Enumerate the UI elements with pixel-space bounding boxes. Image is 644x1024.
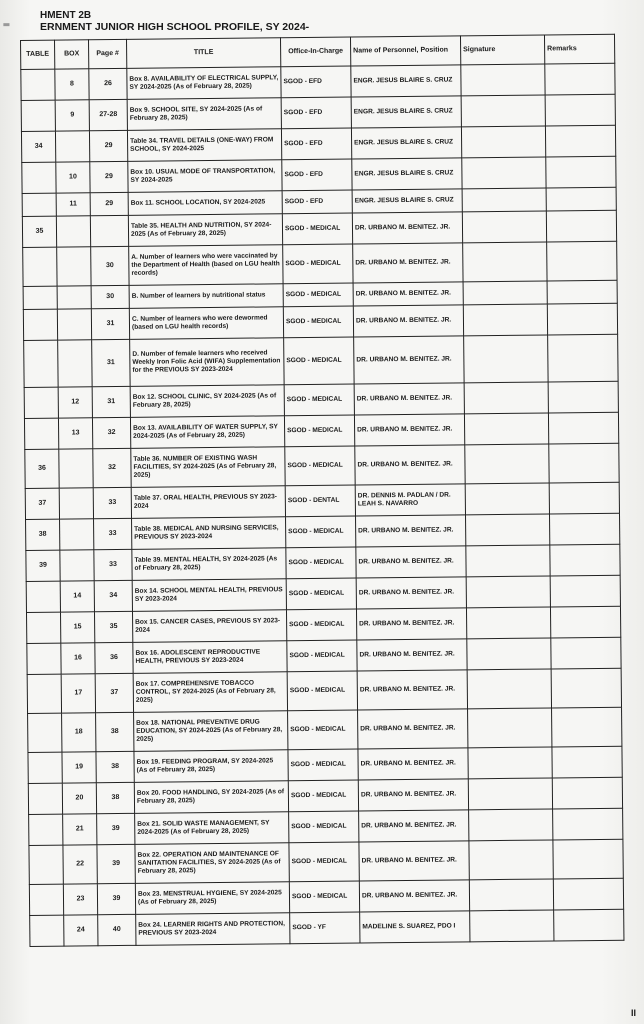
cell-table <box>28 783 62 814</box>
cell-table <box>23 247 57 286</box>
table-body <box>21 63 624 946</box>
cell-box: 12 <box>58 387 92 418</box>
cell-table: 35 <box>22 216 56 247</box>
cell-office: SGOD - MEDICAL <box>287 671 357 711</box>
cell-remarks <box>549 482 619 514</box>
cell-remarks <box>547 303 617 335</box>
cell-personnel: DR. URBANO M. BENITEZ. JR. <box>356 546 466 578</box>
page-mark: II <box>630 1008 636 1018</box>
cell-title: Box 21. SOLID WASTE MANAGEMENT, SY 2024-2025 (As of February 28, 2025) <box>135 812 289 845</box>
col-header-title: TITLE <box>126 38 280 69</box>
cell-personnel: ENGR. JESUS BLAIRE S. CRUZ <box>352 158 462 190</box>
cell-table <box>29 814 63 845</box>
cell-title: Box 9. SCHOOL SITE, SY 2024-2025 (As of February 28, 2025) <box>127 98 281 131</box>
cell-box: 10 <box>56 162 90 193</box>
cell-page: 38 <box>96 712 134 751</box>
cell-remarks <box>545 94 615 126</box>
cell-page: 34 <box>94 580 132 611</box>
cell-signature <box>468 747 552 779</box>
cell-office: SGOD - MEDICAL <box>289 881 359 913</box>
cell-signature <box>467 669 551 709</box>
cell-remarks <box>546 210 616 242</box>
cell-personnel: DR. URBANO M. BENITEZ. JR. <box>353 282 463 306</box>
cell-title: Table 35. HEALTH AND NUTRITION, SY 2024-2025 (As of February 28, 2025) <box>128 214 282 247</box>
cell-title: B. Number of learners by nutritional status <box>129 284 283 309</box>
cell-page: 30 <box>91 285 129 308</box>
cell-box: 24 <box>64 915 98 946</box>
cell-box: 15 <box>60 612 94 643</box>
cell-title: Box 18. NATIONAL PREVENTIVE DRUG EDUCATION, SY 2024-2025 (As of February 28, 2025) <box>134 711 288 752</box>
cell-box: 9 <box>55 100 89 131</box>
cell-personnel: DR. URBANO M. BENITEZ. JR. <box>356 608 466 640</box>
cell-signature <box>464 413 548 445</box>
cell-office: SGOD - MEDICAL <box>283 244 353 284</box>
cell-signature <box>468 708 552 748</box>
table-row <box>25 443 619 488</box>
cell-table: 37 <box>25 488 59 519</box>
document-title: ERNMENT JUNIOR HIGH SCHOOL PROFILE, SY 2024- <box>40 21 310 33</box>
cell-title: Box 17. COMPREHENSIVE TOBACCO CONTROL, SY 2024-2025 (As of February 28, 2025) <box>133 672 287 713</box>
cell-box <box>57 309 91 340</box>
cell-personnel: DR. URBANO M. BENITEZ. JR. <box>356 577 466 609</box>
cell-office: SGOD - MEDICAL <box>289 842 359 882</box>
cell-box: 21 <box>63 814 97 845</box>
cell-personnel: DR. URBANO M. BENITEZ. JR. <box>359 880 469 912</box>
cell-box: 19 <box>62 752 96 783</box>
cell-signature <box>463 242 547 282</box>
cell-remarks <box>553 878 623 910</box>
cell-remarks <box>552 707 622 747</box>
cell-title: Box 10. USUAL MODE OF TRANSPORTATION, SY 2024-2025 <box>128 160 282 193</box>
cell-office: SGOD - MEDICAL <box>284 384 354 416</box>
cell-title: Box 20. FOOD HANDLING, SY 2024-2025 (As of February 28, 2025) <box>134 781 288 814</box>
cell-remarks <box>548 381 618 413</box>
cell-personnel: DR. URBANO M. BENITEZ. JR. <box>357 639 467 671</box>
cell-remarks <box>553 839 623 879</box>
cell-office: SGOD - MEDICAL <box>283 283 353 307</box>
cell-personnel: DR. URBANO M. BENITEZ. JR. <box>352 212 462 244</box>
cell-office: SGOD - MEDICAL <box>286 578 356 610</box>
cell-page: 39 <box>97 844 135 883</box>
cell-title: Box 13. AVAILABILITY OF WATER SUPPLY, SY 2024-2025 (As of February 28, 2025) <box>130 416 284 449</box>
table-row <box>30 909 624 946</box>
cell-signature <box>464 382 548 414</box>
cell-box: 22 <box>63 845 97 884</box>
cell-signature <box>465 444 549 484</box>
cell-page: 37 <box>95 673 133 712</box>
cell-table <box>26 612 60 643</box>
col-header-page: Page # <box>89 39 127 68</box>
cell-signature <box>462 188 546 212</box>
cell-office: SGOD - MEDICAL <box>288 780 358 812</box>
cell-table <box>24 418 58 449</box>
cell-office: SGOD - MEDICAL <box>286 609 356 641</box>
cell-office: SGOD - YF <box>290 912 360 944</box>
cell-page: 32 <box>93 448 131 487</box>
cell-table <box>27 643 61 674</box>
cell-table <box>27 674 61 713</box>
col-header-remarks: Remarks <box>544 34 614 64</box>
col-header-table: TABLE <box>21 40 55 69</box>
cell-table <box>24 340 58 387</box>
cell-personnel: DR. URBANO M. BENITEZ. JR. <box>354 414 464 446</box>
cell-signature <box>466 576 550 608</box>
cell-signature <box>463 304 547 336</box>
cell-office: SGOD - MEDICAL <box>288 710 358 750</box>
cell-personnel: DR. DENNIS M. PADLAN / DR. LEAH S. NAVARRO <box>355 484 465 516</box>
cell-remarks <box>550 544 620 576</box>
cell-remarks <box>546 187 616 211</box>
cell-table <box>22 193 56 216</box>
cell-page: 40 <box>98 914 136 945</box>
cell-title: A. Number of learners who were vaccinated by the Department of Health (based on LGU health records) <box>129 245 283 286</box>
cell-table <box>23 286 57 309</box>
col-header-signature: Signature <box>460 35 544 65</box>
cell-box <box>60 550 94 581</box>
cell-title: Table 34. TRAVEL DETAILS (ONE-WAY) FROM SCHOOL, SY 2024-2025 <box>127 129 281 162</box>
cell-remarks <box>545 125 615 157</box>
cell-title: Box 16. ADOLESCENT REPRODUCTIVE HEALTH, PREVIOUS SY 2023-2024 <box>133 641 287 674</box>
cell-remarks <box>552 746 622 778</box>
cell-page: 31 <box>92 386 130 417</box>
table-row <box>29 839 623 884</box>
cell-office: SGOD - MEDICAL <box>285 446 355 486</box>
cell-personnel: DR. URBANO M. BENITEZ. JR. <box>354 383 464 415</box>
cell-page: 29 <box>90 161 128 192</box>
cell-page: 29 <box>90 192 128 215</box>
cell-page <box>90 215 128 246</box>
cell-page: 33 <box>93 487 131 518</box>
cell-box <box>57 247 91 286</box>
cell-page: 30 <box>91 246 129 285</box>
cell-remarks <box>552 777 622 809</box>
cell-title: Box 14. SCHOOL MENTAL HEALTH, PREVIOUS SY 2023-2024 <box>132 579 286 612</box>
col-header-office: Office-In-Charge <box>280 37 350 67</box>
cell-remarks <box>554 909 624 941</box>
cell-personnel: DR. URBANO M. BENITEZ. JR. <box>358 709 468 749</box>
cell-signature <box>469 879 553 911</box>
cell-office: SGOD - MEDICAL <box>289 811 359 843</box>
cell-title: D. Number of female learners who received Weekly Iron Folic Acid (WIFA) Supplementation for the PREVIOUS SY 2023-2024 <box>130 338 284 387</box>
cell-title: Box 15. CANCER CASES, PREVIOUS SY 2023-2024 <box>132 610 286 643</box>
cell-table <box>24 387 58 418</box>
cell-personnel: ENGR. JESUS BLAIRE S. CRUZ <box>351 96 461 128</box>
cell-remarks <box>547 280 617 304</box>
col-header-box: BOX <box>55 40 89 69</box>
cell-remarks <box>549 443 619 483</box>
cell-personnel: MADELINE S. SUAREZ, PDO I <box>360 911 470 943</box>
cell-box: 14 <box>60 581 94 612</box>
cell-box: 20 <box>62 783 96 814</box>
cell-remarks <box>551 668 621 708</box>
cell-box <box>56 216 90 247</box>
cell-remarks <box>549 513 619 545</box>
cell-office: SGOD - MEDICAL <box>286 516 356 548</box>
cell-page: 31 <box>92 339 130 386</box>
cell-page: 38 <box>96 782 134 813</box>
cell-page: 31 <box>91 308 129 339</box>
cell-office: SGOD - EFD <box>281 128 351 160</box>
cell-office: SGOD - MEDICAL <box>286 547 356 579</box>
cell-box: 18 <box>62 713 96 752</box>
cell-table <box>21 100 55 131</box>
cell-personnel: DR. URBANO M. BENITEZ. JR. <box>358 748 468 780</box>
cell-box <box>60 519 94 550</box>
table-row <box>28 707 622 752</box>
cell-personnel: DR. URBANO M. BENITEZ. JR. <box>354 336 464 384</box>
cell-office: SGOD - MEDICAL <box>288 749 358 781</box>
cell-page: 36 <box>95 642 133 673</box>
cell-table <box>28 713 62 752</box>
cell-remarks <box>553 808 623 840</box>
cell-signature <box>461 64 545 96</box>
cell-remarks <box>551 637 621 669</box>
cell-table <box>29 884 63 915</box>
cell-box: 17 <box>61 674 95 713</box>
cell-title: Table 37. ORAL HEALTH, PREVIOUS SY 2023-2024 <box>131 486 285 519</box>
col-header-personnel: Name of Personnel, Position <box>350 36 460 66</box>
cell-box <box>59 449 93 488</box>
cell-page: 38 <box>96 751 134 782</box>
cell-signature <box>463 281 547 305</box>
cell-title: C. Number of learners who were dewormed (based on LGU health records) <box>129 307 283 340</box>
cell-page: 27-28 <box>89 99 127 130</box>
cell-signature <box>470 910 554 942</box>
cell-page: 33 <box>94 549 132 580</box>
cell-signature <box>462 157 546 189</box>
cell-box: 11 <box>56 193 90 216</box>
cell-remarks <box>546 156 616 188</box>
cell-box <box>58 340 92 387</box>
cell-personnel: ENGR. JESUS BLAIRE S. CRUZ <box>352 189 462 213</box>
cell-page: 26 <box>89 68 127 99</box>
cell-office: SGOD - MEDICAL <box>283 306 353 338</box>
cell-box: 8 <box>55 69 89 100</box>
cell-office: SGOD - MEDICAL <box>284 337 354 385</box>
cell-page: 39 <box>97 813 135 844</box>
cell-office: SGOD - EFD <box>281 97 351 129</box>
cell-page: 39 <box>97 883 135 914</box>
cell-title: Box 23. MENSTRUAL HYGIENE, SY 2024-2025 (As of February 28, 2025) <box>135 882 289 915</box>
cell-personnel: DR. URBANO M. BENITEZ. JR. <box>353 305 463 337</box>
cell-office: SGOD - MEDICAL <box>282 213 352 245</box>
cell-signature <box>466 607 550 639</box>
cell-box: 16 <box>61 643 95 674</box>
cell-signature <box>465 514 549 546</box>
cell-personnel: DR. URBANO M. BENITEZ. JR. <box>359 841 469 881</box>
cell-table <box>30 915 64 946</box>
cell-title: Box 12. SCHOOL CLINIC, SY 2024-2025 (As of February 28, 2025) <box>130 385 284 418</box>
cell-box: 23 <box>63 884 97 915</box>
cell-office: SGOD - DENTAL <box>285 485 355 517</box>
cell-signature <box>466 545 550 577</box>
cell-signature <box>461 126 545 158</box>
cell-box: 13 <box>58 418 92 449</box>
attachment-label: HMENT 2B <box>40 10 92 21</box>
cell-personnel: ENGR. JESUS BLAIRE S. CRUZ <box>351 65 461 97</box>
cell-remarks <box>548 412 618 444</box>
cell-remarks <box>550 575 620 607</box>
cell-box <box>55 131 89 162</box>
cell-table: 36 <box>25 449 59 488</box>
cell-title: Box 19. FEEDING PROGRAM, SY 2024-2025 (As of February 28, 2025) <box>134 750 288 783</box>
cell-title: Table 36. NUMBER OF EXISTING WASH FACILITIES, SY 2024-2025 (As of February 28, 2025) <box>131 447 285 488</box>
cell-title: Box 8. AVAILABILITY OF ELECTRICAL SUPPLY, SY 2024-2025 (As of February 28, 2025) <box>127 67 281 100</box>
cell-table <box>23 309 57 340</box>
cell-table <box>28 752 62 783</box>
cell-signature <box>464 335 548 383</box>
cell-title: Box 22. OPERATION AND MAINTENANCE OF SANITATION FACILITIES, SY 2024-2025 (As of February 28, 2025) <box>135 843 289 884</box>
cell-personnel: DR. URBANO M. BENITEZ. JR. <box>353 243 463 283</box>
cell-title: Box 11. SCHOOL LOCATION, SY 2024-2025 <box>128 191 282 216</box>
cell-personnel: DR. URBANO M. BENITEZ. JR. <box>356 515 466 547</box>
cell-page: 32 <box>92 417 130 448</box>
cell-signature <box>461 95 545 127</box>
table-row <box>24 334 618 387</box>
cell-table <box>26 581 60 612</box>
cell-personnel: DR. URBANO M. BENITEZ. JR. <box>359 810 469 842</box>
cell-page: 29 <box>89 130 127 161</box>
cell-table <box>22 162 56 193</box>
cell-box <box>57 286 91 309</box>
cell-signature <box>467 638 551 670</box>
table-row <box>23 241 617 286</box>
cell-table <box>29 845 63 884</box>
cell-page: 33 <box>94 518 132 549</box>
cell-personnel: ENGR. JESUS BLAIRE S. CRUZ <box>351 127 461 159</box>
cell-table: 39 <box>26 550 60 581</box>
cell-table: 34 <box>21 131 55 162</box>
cell-signature <box>469 809 553 841</box>
cell-office: SGOD - EFD <box>282 190 352 214</box>
cell-personnel: DR. URBANO M. BENITEZ. JR. <box>355 445 465 485</box>
cell-title: Table 39. MENTAL HEALTH, SY 2024-2025 (As of February 28, 2025) <box>132 548 286 581</box>
cell-table <box>21 69 55 100</box>
cell-title: Table 38. MEDICAL AND NURSING SERVICES, PREVIOUS SY 2023-2024 <box>132 517 286 550</box>
cell-remarks <box>545 63 615 95</box>
cell-personnel: DR. URBANO M. BENITEZ. JR. <box>358 779 468 811</box>
cell-signature <box>465 483 549 515</box>
cell-table: 38 <box>26 519 60 550</box>
cell-signature <box>468 778 552 810</box>
profile-table <box>20 34 624 947</box>
cell-page: 35 <box>94 611 132 642</box>
table-row <box>27 668 621 713</box>
cell-title: Box 24. LEARNER RIGHTS AND PROTECTION, PREVIOUS SY 2023-2024 <box>136 913 290 946</box>
cell-office: SGOD - MEDICAL <box>284 415 354 447</box>
edge-mark: ▮ <box>1 22 11 27</box>
cell-office: SGOD - EFD <box>281 66 351 98</box>
cell-signature <box>462 211 546 243</box>
cell-office: SGOD - EFD <box>282 159 352 191</box>
cell-remarks <box>547 241 617 281</box>
cell-personnel: DR. URBANO M. BENITEZ. JR. <box>357 670 467 710</box>
cell-office: SGOD - MEDICAL <box>287 640 357 672</box>
cell-signature <box>469 840 553 880</box>
cell-remarks <box>548 334 618 382</box>
cell-remarks <box>550 606 620 638</box>
cell-box <box>59 488 93 519</box>
